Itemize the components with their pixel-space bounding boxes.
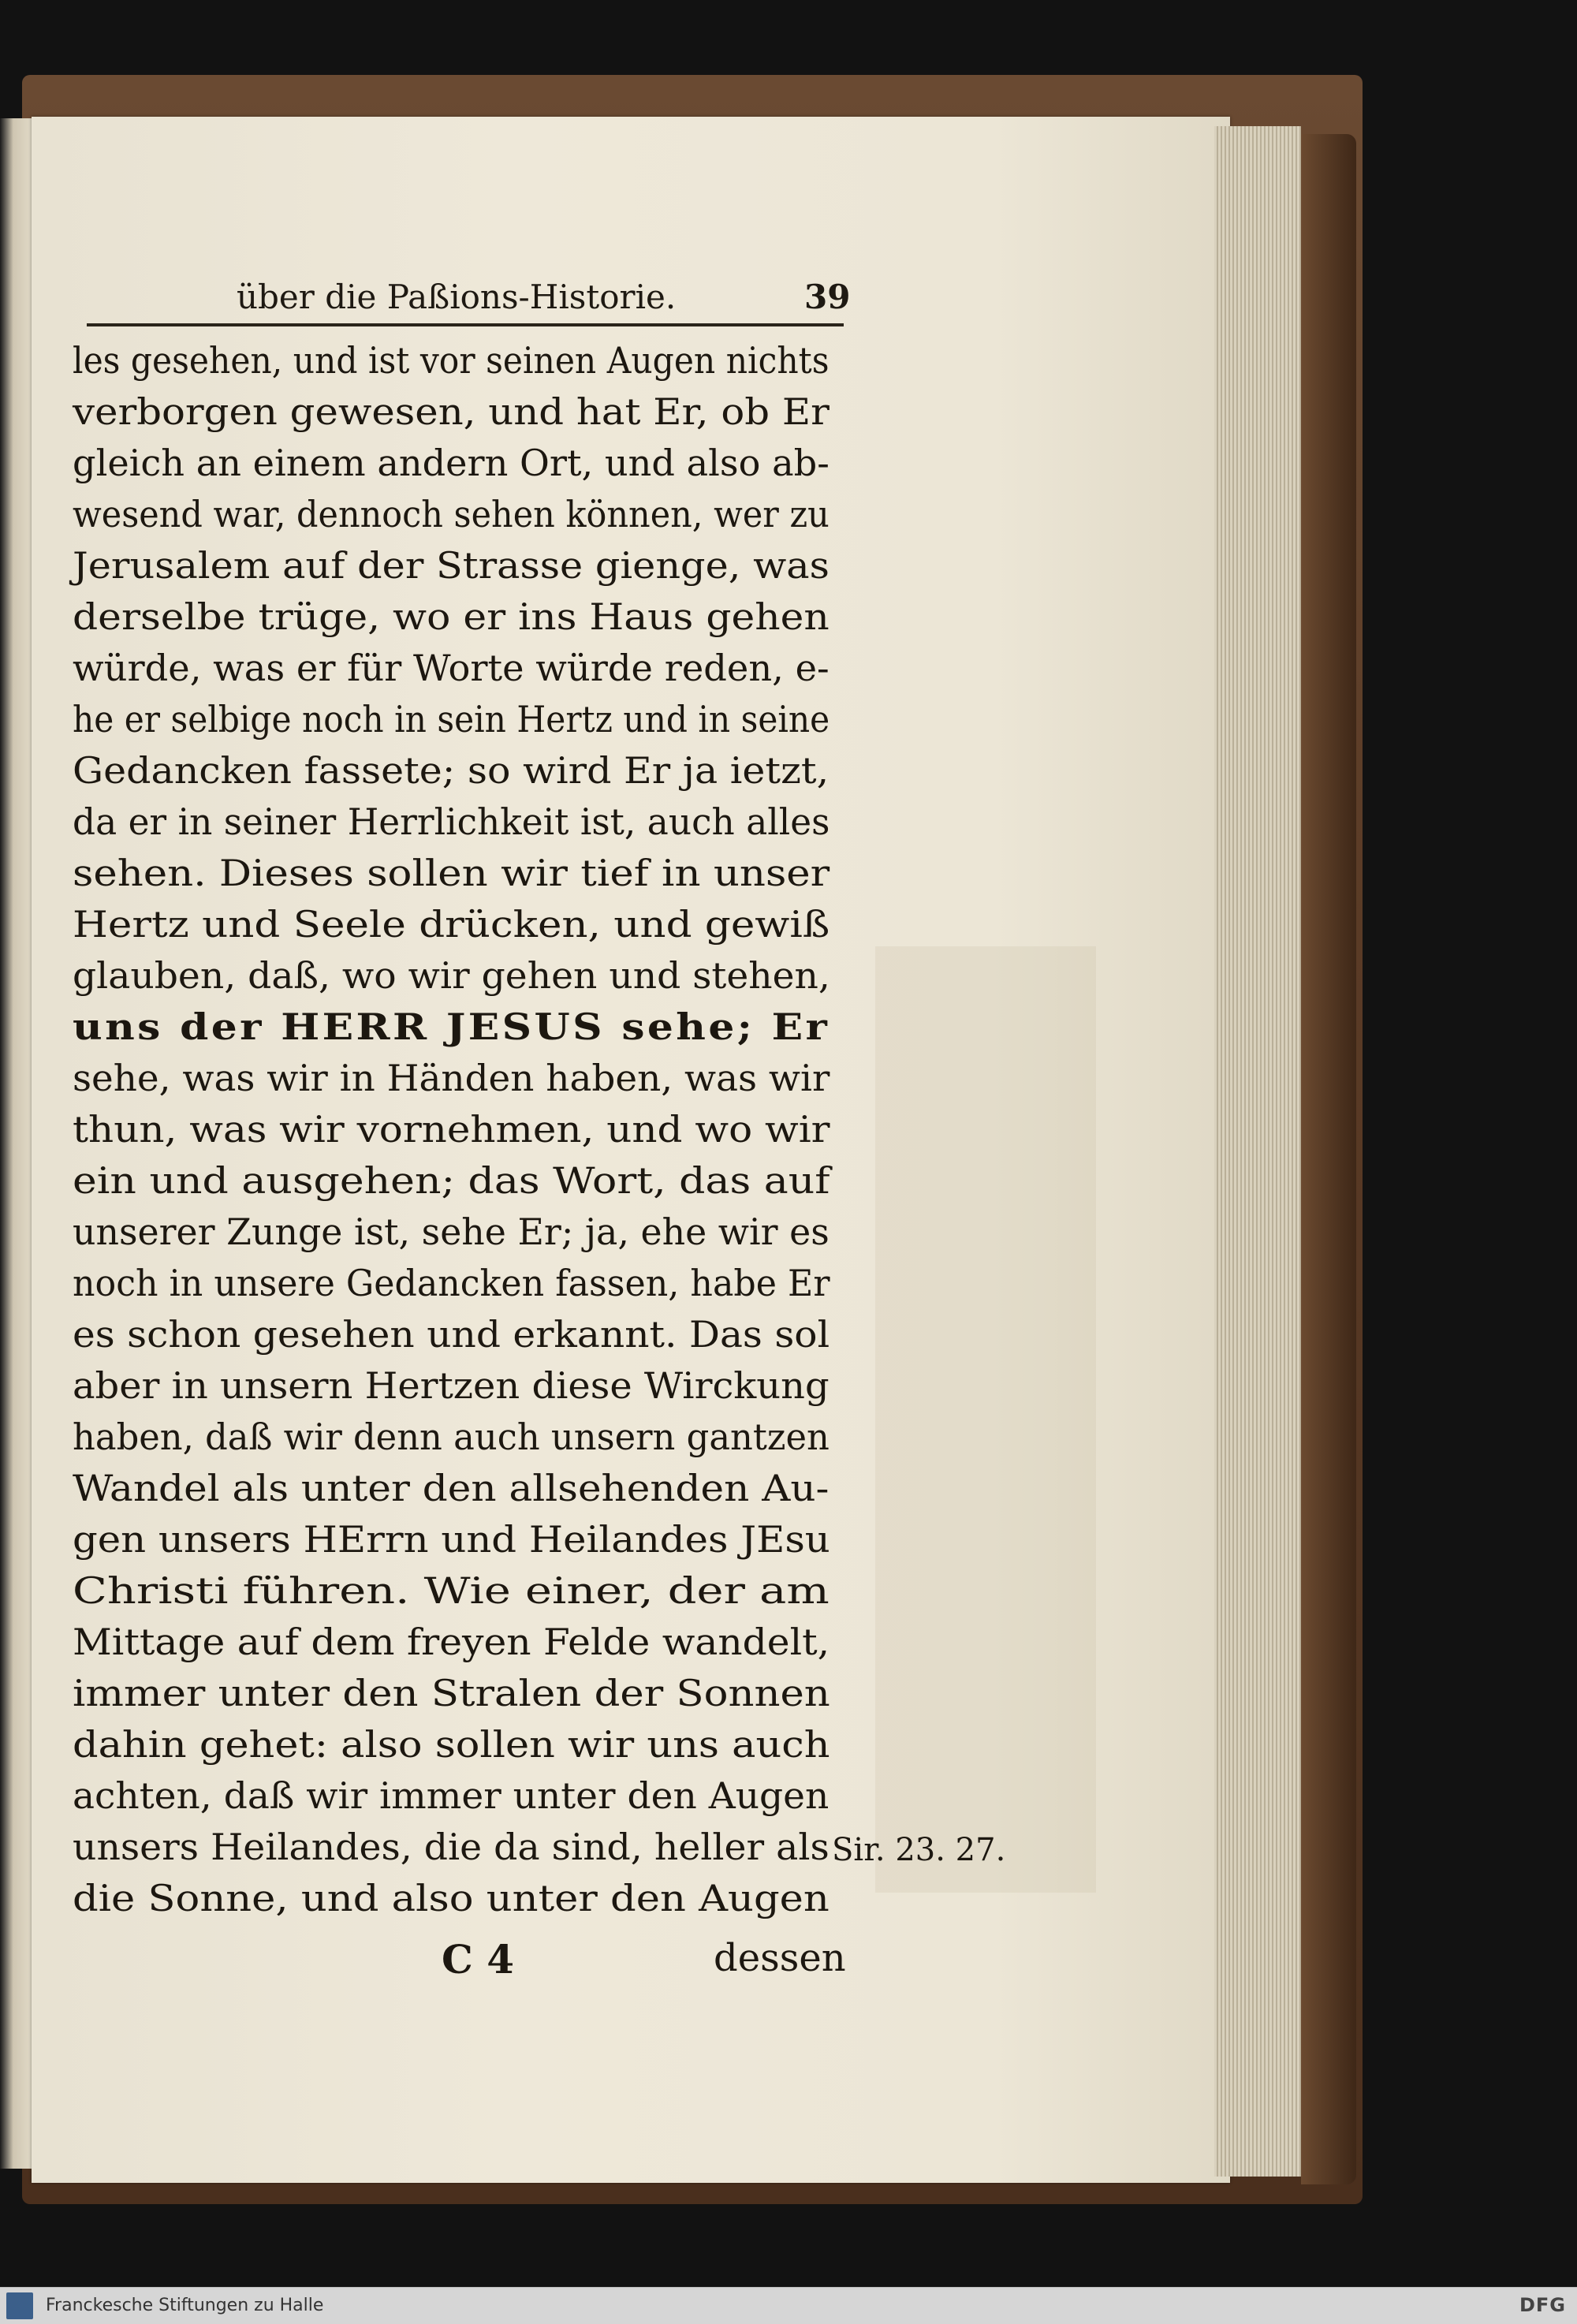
text-line: he er selbige noch in sein Hertz und in seine <box>73 698 830 740</box>
text-line: immer unter den Stralen der Sonnen <box>73 1672 830 1714</box>
text-line: gleich an einem andern Ort, und also ab- <box>73 442 830 484</box>
text-line: unserer Zunge ist, sehe Er; ja, ehe wir es <box>73 1210 830 1253</box>
signature-mark: C 4 <box>442 1936 514 1983</box>
page-edges <box>1214 126 1301 2177</box>
text-line: sehe, was wir in Händen haben, was wir <box>73 1057 830 1099</box>
text-line: Hertz und Seele drücken, und gewiß <box>73 903 830 946</box>
text-line: Jerusalem auf der Strasse gienge, was <box>73 544 830 587</box>
text-line: achten, daß wir immer unter den Augen <box>73 1774 830 1817</box>
dfg-logo: DFG <box>1519 2294 1566 2316</box>
page-number: 39 <box>804 278 851 316</box>
catchword: dessen <box>714 1936 846 1980</box>
text-line: thun, was wir vornehmen, und wo wir <box>73 1108 830 1151</box>
institution-name: Franckesche Stiftungen zu Halle <box>46 2296 324 2315</box>
text-line: glauben, daß, wo wir gehen und stehen, <box>73 954 830 997</box>
running-header <box>237 278 852 317</box>
text-line: gen unsers HErrn und Heilandes JEsu <box>73 1518 830 1561</box>
text-line: les gesehen, und ist vor seinen Augen nichts <box>73 339 830 382</box>
cover-edge <box>1301 134 1356 2184</box>
text-line: haben, daß wir denn auch unsern gantzen <box>73 1416 830 1458</box>
text-line: die Sonne, und also unter den Augen <box>73 1877 830 1919</box>
text-line: verborgen gewesen, und hat Er, ob Er <box>73 390 830 433</box>
text-line: noch in unsere Gedancken fassen, habe Er <box>73 1262 830 1304</box>
text-line: derselbe trüge, wo er ins Haus gehen <box>73 595 830 638</box>
institution-logo-icon <box>6 2292 33 2319</box>
text-line: uns der HERR JESUS sehe; Er <box>73 1005 830 1048</box>
text-line: dahin gehet: also sollen wir uns auch <box>73 1723 830 1766</box>
text-line: sehen. Dieses sollen wir tief in unser <box>73 852 830 894</box>
text-line: ein und ausgehen; das Wort, das auf <box>73 1159 830 1202</box>
text-line: würde, was er für Worte würde reden, e- <box>73 647 830 689</box>
text-line: Mittage auf dem freyen Felde wandelt, <box>73 1621 830 1663</box>
running-title: über die Paßions-Historie. <box>237 278 677 316</box>
text-line: unsers Heilandes, die da sind, heller als <box>73 1826 830 1868</box>
viewer-footer <box>0 2287 1577 2324</box>
text-line: Christi führen. Wie einer, der am <box>73 1569 830 1612</box>
text-line: aber in unsern Hertzen diese Wirckung <box>73 1364 830 1407</box>
text-line: wesend war, dennoch sehen können, wer zu <box>73 493 830 535</box>
text-line: da er in seiner Herrlichkeit ist, auch alles <box>73 800 830 843</box>
text-line: Wandel als unter den allsehenden Au- <box>73 1467 830 1509</box>
margin-reference: Sir. 23. 27. <box>832 1832 1006 1868</box>
header-rule <box>87 323 844 326</box>
main-text <box>73 335 861 1924</box>
text-line: es schon gesehen und erkannt. Das sol <box>73 1313 830 1356</box>
text-line: Gedancken fassete; so wird Er ja ietzt, <box>73 749 830 792</box>
